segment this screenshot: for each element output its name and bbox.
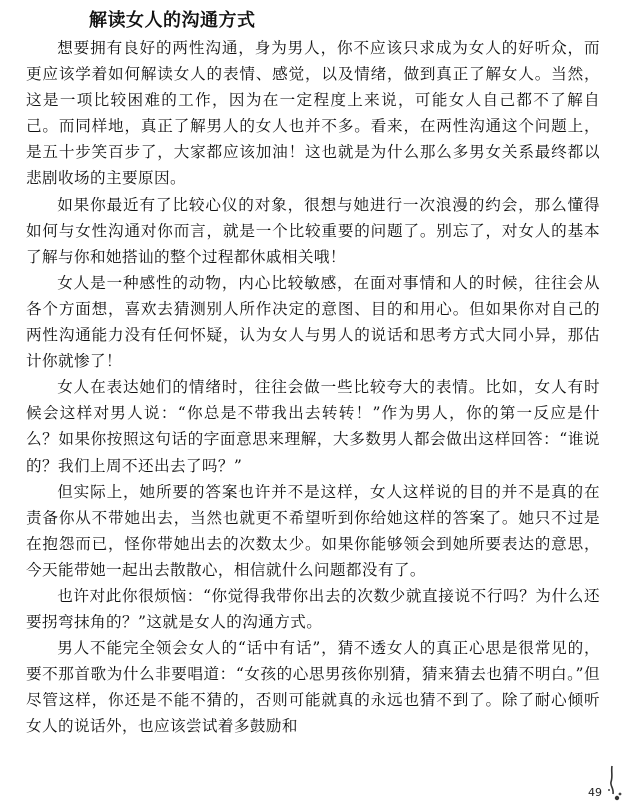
paragraph-6: 也许对此你很烦恼：“你觉得我带你出去的次数少就直接说不行吗？为什么还要拐弯抹角的？”这就是女人的沟通方式。 bbox=[26, 586, 600, 632]
page-title: 解读女人的沟通方式 bbox=[89, 10, 256, 31]
paragraph-1: 想要拥有良好的两性沟通，身为男人，你不应该只求成为女人的好听众，而更应该学着如何解读女人的表情、感觉，以及情绪，做到真正了解女人。当然，这是一项比较困难的工作，因为在一定程度上来说，可能女人自己都不了解自己。而同样地，真正了解男人的女人也并不多。看来，在两性沟通这个问题上，是五十步笑百步了，大家都应该加油！这也就是为什么那么多男女关系最终都以悲剧收场的主要原因。 bbox=[26, 39, 600, 188]
paragraph-3: 女人是一种感性的动物，内心比较敏感，在面对事情和人的时候，往往会从各个方面想，喜欢去猜测别人所作决定的意图、目的和用心。但如果你对自己的两性沟通能力没有任何怀疑，认为女人与男人的说话和思考方式大同小异，那估计你就惨了！ bbox=[26, 273, 600, 371]
paragraph-2: 如果你最近有了比较心仪的对象，很想与她进行一次浪漫的约会，那么懂得如何与女性沟通对你而言，就是一个比较重要的问题了。别忘了，对女人的基本了解与你和她搭讪的整个过程都休戚相关哦！ bbox=[26, 195, 600, 266]
paragraph-7: 男人不能完全领会女人的“话中有话”，猜不透女人的真正心思是很常见的，要不那首歌为什么非要唱道：“女孩的心思男孩你别猜，猜来猜去也猜不明白。”但尽管这样，你还是不能不猜的，否则可能就真的永远也猜不到了。除了耐心倾听女人的说话外，也应该尝试着多鼓励和 bbox=[26, 639, 600, 736]
page-number: 49 bbox=[588, 786, 602, 799]
article-body bbox=[26, 35, 600, 740]
paragraph-5: 但实际上，她所要的答案也许并不是这样，女人这样说的目的并不是真的在责备你从不带她出去，当然也就更不希望听到你给她这样的答案了。她只不过是在抱怨而已，怪你带她出去的次数太少。如果你能够领会到她所要表达的意思，今天能带她一起出去散散心，相信就什么问题都没有了。 bbox=[26, 482, 600, 579]
paragraph-4: 女人在表达她们的情绪时，往往会做一些比较夸大的表情。比如，女人有时候会这样对男人说：“你总是不带我出去转转！”作为男人，你的第一反应是什么？如果你按照这句话的字面意思来理解，大多数男人都会做出这样回答：“谁说的？我们上周不还出去了吗？” bbox=[26, 378, 600, 475]
